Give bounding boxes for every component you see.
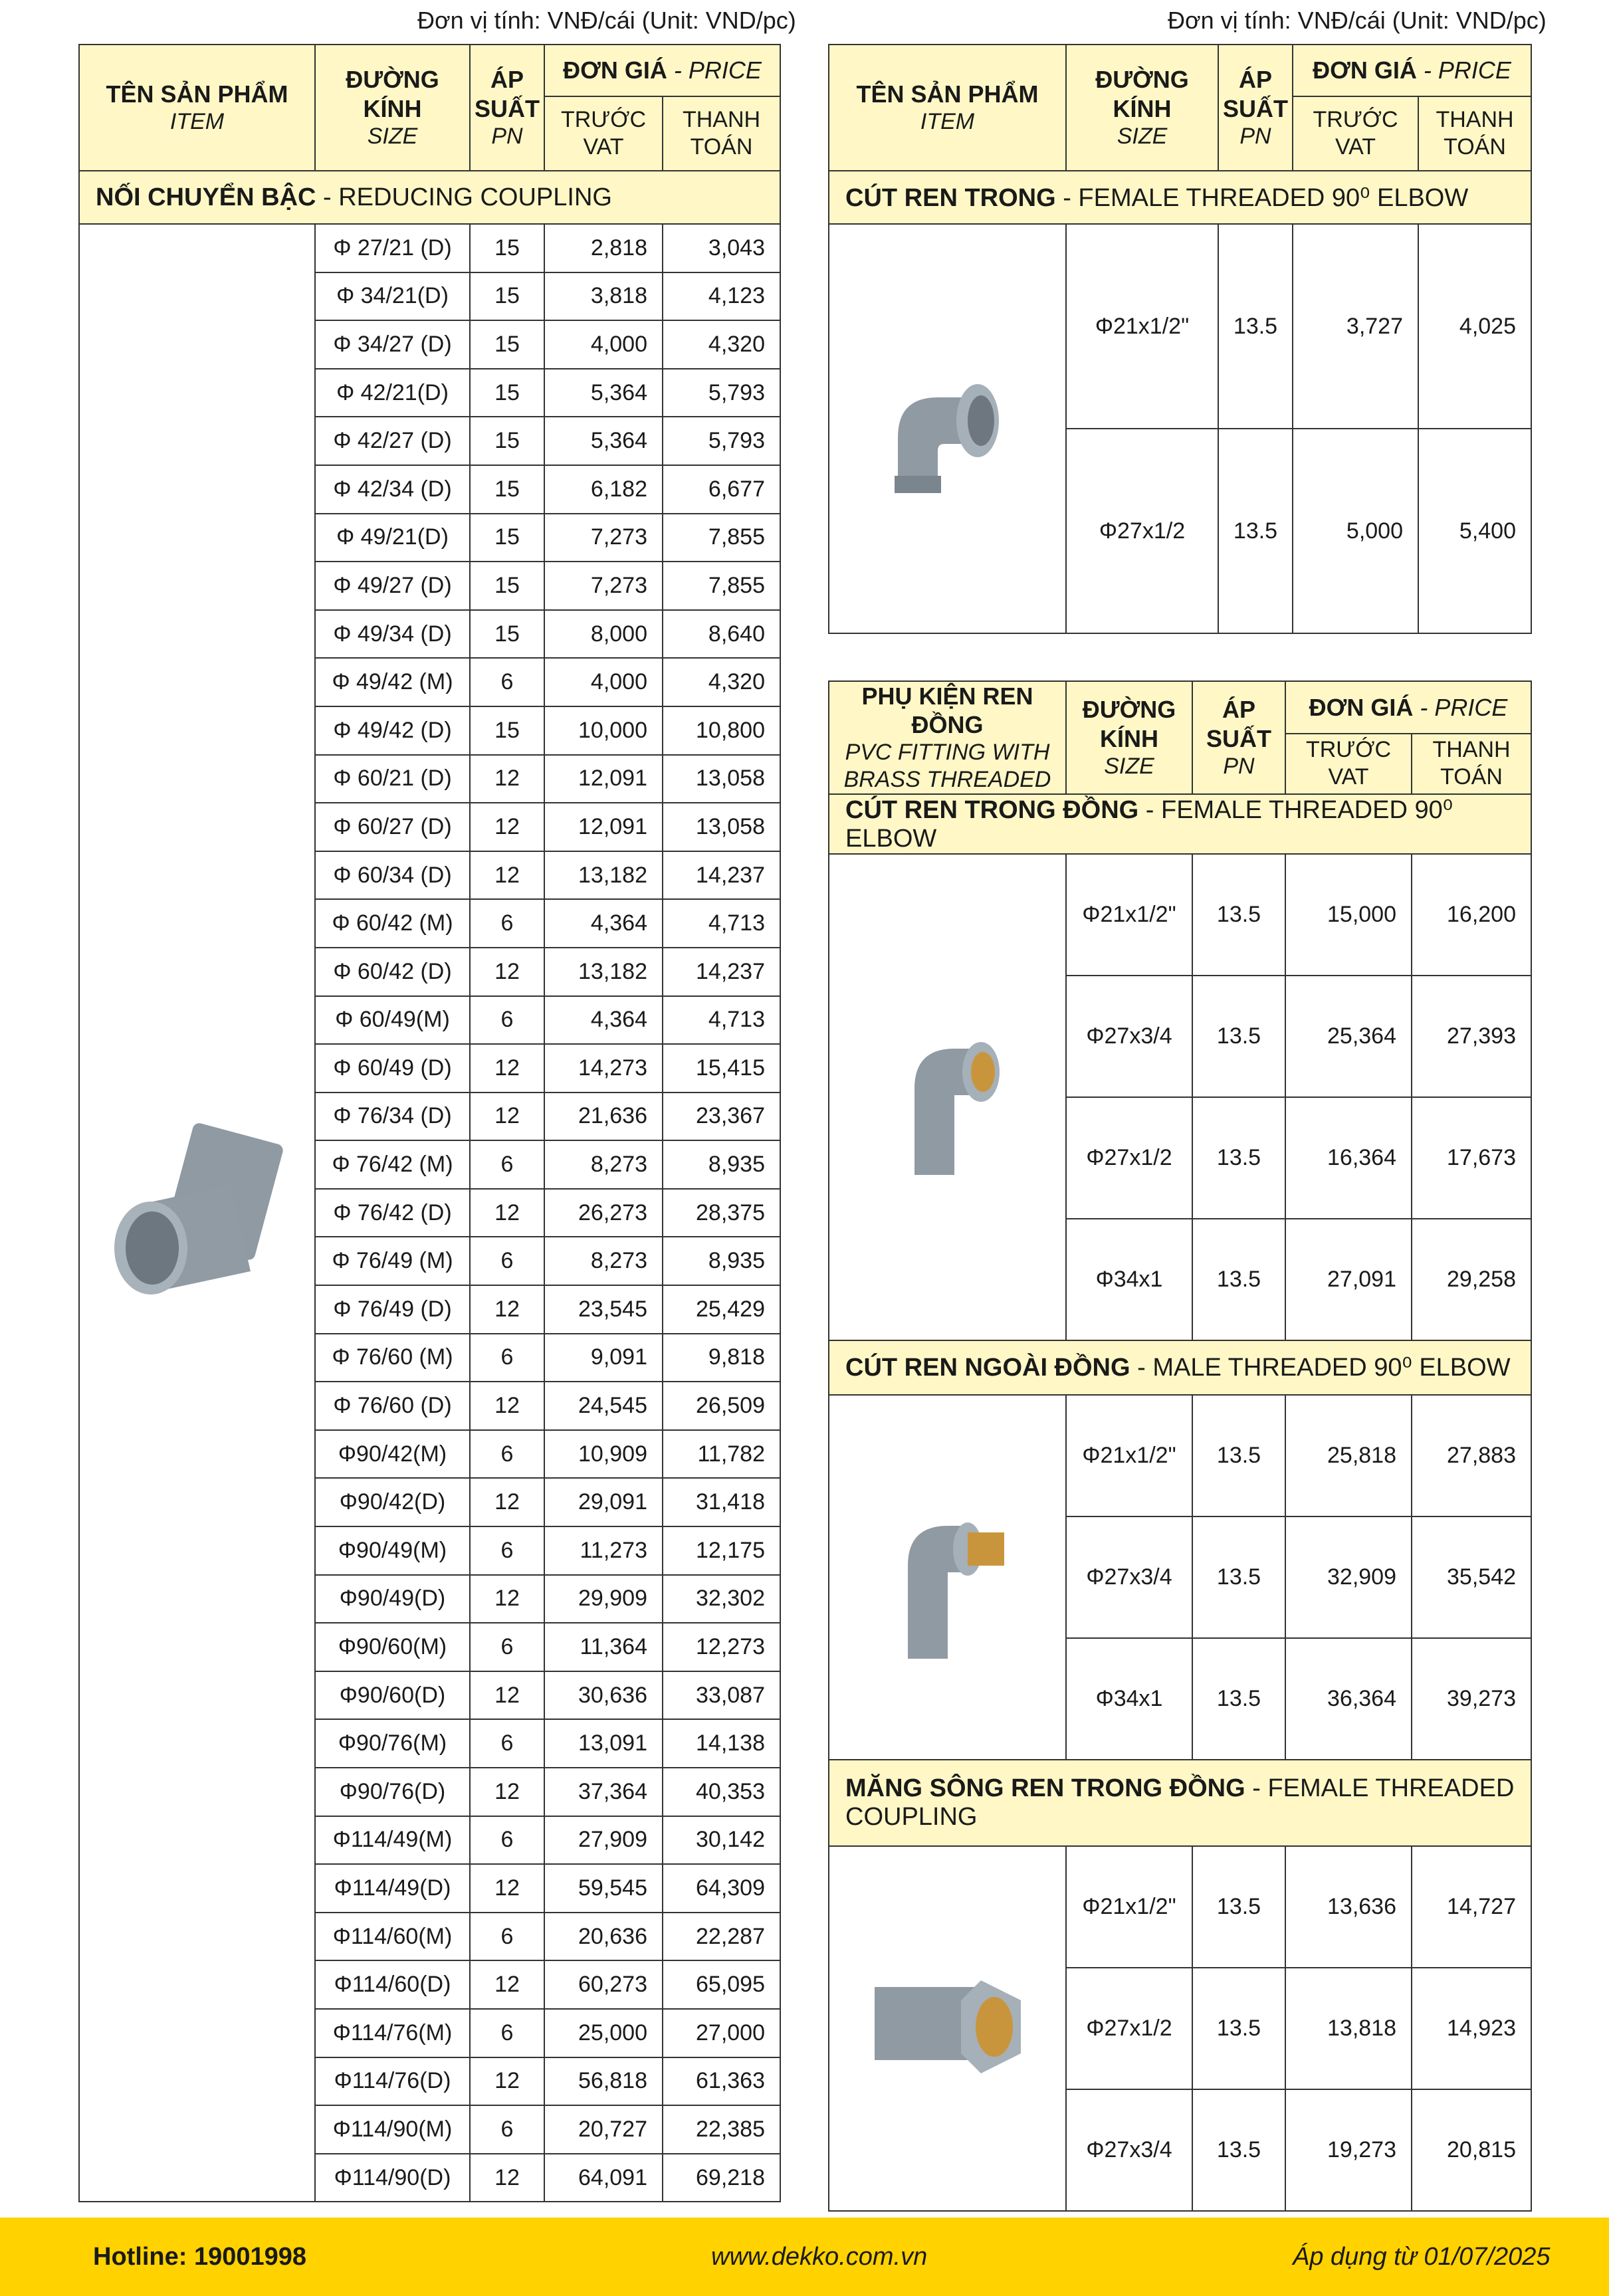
cell-payment: 14,138	[663, 1719, 780, 1768]
section-row	[829, 1760, 1531, 1846]
cell-payment: 29,258	[1412, 1219, 1531, 1340]
header-before-vat: TRƯỚC VAT	[1293, 96, 1418, 171]
cell-size: Φ 49/42 (D)	[315, 706, 470, 755]
cell-pn: 15	[470, 562, 544, 610]
cell-size: Φ 76/42 (M)	[315, 1140, 470, 1189]
cell-payment: 4,713	[663, 996, 780, 1045]
cell-before-vat: 11,364	[544, 1623, 663, 1671]
cell-before-vat: 19,273	[1285, 2089, 1412, 2211]
header-pn: ÁP SUẤT PN	[1192, 681, 1285, 794]
cell-before-vat: 13,636	[1285, 1846, 1412, 1968]
cell-pn: 13.5	[1192, 1395, 1285, 1516]
header-item-brass: PHỤ KIỆN REN ĐỒNG PVC FITTING WITH BRASS THREADED	[829, 681, 1066, 794]
cell-before-vat: 27,091	[1285, 1219, 1412, 1340]
header-price: ĐƠN GIÁ - PRICE	[1285, 681, 1531, 734]
table-row	[829, 1846, 1531, 1968]
header-item: TÊN SẢN PHẨM ITEM	[829, 45, 1066, 171]
cell-before-vat: 4,000	[544, 658, 663, 706]
cell-before-vat: 2,818	[544, 224, 663, 272]
section-title	[829, 794, 1531, 854]
cell-before-vat: 16,364	[1285, 1097, 1412, 1219]
cell-before-vat: 12,091	[544, 803, 663, 851]
cell-size: Φ 60/27 (D)	[315, 803, 470, 851]
cell-size: Φ 60/42 (D)	[315, 948, 470, 996]
cell-before-vat: 8,273	[544, 1140, 663, 1189]
cell-payment: 65,095	[663, 1960, 780, 2009]
cell-size: Φ90/60(D)	[315, 1671, 470, 1720]
cell-payment: 64,309	[663, 1864, 780, 1913]
cell-before-vat: 32,909	[1285, 1516, 1412, 1638]
cell-payment: 10,800	[663, 706, 780, 755]
section-title-bold: MĂNG SÔNG REN TRONG ĐỒNG	[845, 1774, 1245, 1802]
cell-size: Φ34x1	[1066, 1638, 1192, 1760]
cell-before-vat: 29,091	[544, 1478, 663, 1526]
cell-size: Φ114/76(D)	[315, 2057, 470, 2106]
cell-size: Φ27x1/2	[1066, 1097, 1192, 1219]
cell-pn: 6	[470, 1334, 544, 1382]
cell-size: Φ 42/27 (D)	[315, 417, 470, 465]
cell-pn: 13.5	[1192, 1638, 1285, 1760]
cell-size: Φ90/76(M)	[315, 1719, 470, 1768]
cell-size: Φ 76/60 (D)	[315, 1382, 470, 1430]
cell-size: Φ 60/42 (M)	[315, 899, 470, 948]
website-link[interactable]: www.dekko.com.vn	[711, 2243, 928, 2271]
cell-before-vat: 13,091	[544, 1719, 663, 1768]
cell-pn: 12	[470, 1478, 544, 1526]
cell-pn: 6	[470, 1913, 544, 1961]
header-price: ĐƠN GIÁ - PRICE	[544, 45, 780, 96]
cell-before-vat: 36,364	[1285, 1638, 1412, 1760]
cell-payment: 35,542	[1412, 1516, 1531, 1638]
cell-pn: 15	[470, 320, 544, 369]
cell-pn: 12	[470, 2057, 544, 2106]
cell-before-vat: 7,273	[544, 562, 663, 610]
cell-pn: 12	[470, 1960, 544, 2009]
cell-pn: 15	[470, 417, 544, 465]
cell-pn: 12	[470, 851, 544, 900]
cell-pn: 6	[470, 1237, 544, 1285]
cell-payment: 32,302	[663, 1575, 780, 1623]
section-title	[829, 1760, 1531, 1846]
cell-pn: 6	[470, 899, 544, 948]
cell-before-vat: 60,273	[544, 1960, 663, 2009]
cell-payment: 12,273	[663, 1623, 780, 1671]
cell-before-vat: 20,636	[544, 1913, 663, 1961]
cell-before-vat: 13,182	[544, 948, 663, 996]
cell-payment: 14,237	[663, 948, 780, 996]
reducing-coupling-table	[78, 44, 781, 2202]
section-title-rest: - FEMALE THREADED COUPLING	[845, 1774, 1515, 1831]
cell-pn: 12	[470, 1768, 544, 1816]
footer-bar	[0, 2218, 1609, 2296]
cell-size: Φ 49/21(D)	[315, 514, 470, 562]
cell-pn: 6	[470, 1526, 544, 1575]
cell-payment: 3,043	[663, 224, 780, 272]
section-title-rest: - FEMALE THREADED 90⁰ ELBOW	[845, 795, 1453, 853]
header-size: ĐƯỜNG KÍNH SIZE	[1066, 681, 1192, 794]
header-size: ĐƯỜNG KÍNH SIZE	[1066, 45, 1218, 171]
brass-fitting-table	[828, 680, 1532, 2212]
cell-pn: 12	[470, 803, 544, 851]
effective-date: Áp dụng từ 01/07/2025	[1293, 2243, 1551, 2271]
cell-pn: 6	[470, 996, 544, 1045]
cell-size: Φ 76/49 (D)	[315, 1285, 470, 1334]
cell-pn: 12	[470, 1575, 544, 1623]
cell-before-vat: 21,636	[544, 1093, 663, 1141]
cell-before-vat: 56,818	[544, 2057, 663, 2106]
cell-pn: 6	[470, 1816, 544, 1865]
cell-before-vat: 29,909	[544, 1575, 663, 1623]
cell-payment: 25,429	[663, 1285, 780, 1334]
cell-pn: 6	[470, 2009, 544, 2057]
unit-note-left: Đơn vị tính: VNĐ/cái (Unit: VND/pc)	[417, 7, 796, 34]
cell-before-vat: 3,818	[544, 272, 663, 321]
cell-pn: 15	[470, 610, 544, 659]
cell-size: Φ 60/49(M)	[315, 996, 470, 1045]
cell-pn: 15	[470, 272, 544, 321]
cell-pn: 13.5	[1218, 429, 1293, 633]
section-title-female-elbow: CÚT REN TRONG - FEMALE THREADED 90⁰ ELBOW	[829, 171, 1531, 224]
cell-pn: 15	[470, 369, 544, 417]
cell-payment: 14,237	[663, 851, 780, 900]
cell-before-vat: 9,091	[544, 1334, 663, 1382]
cell-pn: 13.5	[1192, 854, 1285, 976]
cell-before-vat: 4,364	[544, 996, 663, 1045]
cell-payment: 4,123	[663, 272, 780, 321]
cell-pn: 6	[470, 1623, 544, 1671]
cell-payment: 7,855	[663, 514, 780, 562]
cell-payment: 27,000	[663, 2009, 780, 2057]
cell-payment: 4,713	[663, 899, 780, 948]
cell-size: Φ27x3/4	[1066, 976, 1192, 1097]
cell-pn: 13.5	[1192, 2089, 1285, 2211]
cell-pn: 12	[470, 1864, 544, 1913]
cell-size: Φ27x3/4	[1066, 2089, 1192, 2211]
section-row	[829, 794, 1531, 854]
table-row	[829, 1395, 1531, 1516]
cell-size: Φ 76/42 (D)	[315, 1189, 470, 1237]
cell-pn: 13.5	[1192, 1219, 1285, 1340]
fitting-image	[829, 1846, 1066, 2211]
cell-payment: 4,320	[663, 658, 780, 706]
cell-payment: 13,058	[663, 755, 780, 803]
cell-payment: 16,200	[1412, 854, 1531, 976]
cell-size: Φ21x1/2"	[1066, 1395, 1192, 1516]
cell-pn: 12	[470, 1044, 544, 1093]
cell-before-vat: 37,364	[544, 1768, 663, 1816]
cell-size: Φ 76/49 (M)	[315, 1237, 470, 1285]
cell-before-vat: 64,091	[544, 2154, 663, 2202]
cell-payment: 5,793	[663, 417, 780, 465]
header-payment: THANH TOÁN	[663, 96, 780, 171]
cell-payment: 33,087	[663, 1671, 780, 1720]
female-elbow-image	[829, 224, 1066, 633]
cell-size: Φ21x1/2"	[1066, 854, 1192, 976]
cell-before-vat: 8,273	[544, 1237, 663, 1285]
cell-size: Φ 42/34 (D)	[315, 465, 470, 514]
cell-size: Φ27x1/2	[1066, 429, 1218, 633]
cell-before-vat: 7,273	[544, 514, 663, 562]
cell-pn: 12	[470, 755, 544, 803]
cell-size: Φ 27/21 (D)	[315, 224, 470, 272]
cell-size: Φ 60/34 (D)	[315, 851, 470, 900]
cell-payment: 22,385	[663, 2105, 780, 2154]
cell-payment: 8,935	[663, 1140, 780, 1189]
cell-before-vat: 4,364	[544, 899, 663, 948]
cell-pn: 15	[470, 224, 544, 272]
cell-before-vat: 13,182	[544, 851, 663, 900]
hotline: Hotline: 19001998	[93, 2243, 307, 2271]
cell-payment: 9,818	[663, 1334, 780, 1382]
cell-size: Φ90/42(M)	[315, 1430, 470, 1479]
cell-before-vat: 12,091	[544, 755, 663, 803]
female-elbow-table	[828, 44, 1532, 634]
cell-before-vat: 27,909	[544, 1816, 663, 1865]
cell-pn: 12	[470, 948, 544, 996]
cell-payment: 11,782	[663, 1430, 780, 1479]
reducing-coupling-rows	[79, 224, 780, 2202]
cell-payment: 6,677	[663, 465, 780, 514]
cell-size: Φ 49/34 (D)	[315, 610, 470, 659]
section-title-bold: CÚT REN NGOÀI ĐỒNG	[845, 1354, 1130, 1382]
cell-size: Φ114/60(D)	[315, 1960, 470, 2009]
cell-payment: 23,367	[663, 1093, 780, 1141]
cell-before-vat: 59,545	[544, 1864, 663, 1913]
header-before-vat: TRƯỚC VAT	[544, 96, 663, 171]
cell-pn: 6	[470, 1140, 544, 1189]
cell-size: Φ 76/60 (M)	[315, 1334, 470, 1382]
cell-pn: 6	[470, 2105, 544, 2154]
cell-before-vat: 4,000	[544, 320, 663, 369]
cell-before-vat: 3,727	[1293, 224, 1418, 429]
cell-payment: 14,727	[1412, 1846, 1531, 1968]
cell-before-vat: 11,273	[544, 1526, 663, 1575]
cell-size: Φ27x1/2	[1066, 1968, 1192, 2089]
cell-payment: 30,142	[663, 1816, 780, 1865]
cell-payment: 13,058	[663, 803, 780, 851]
cell-payment: 40,353	[663, 1768, 780, 1816]
cell-pn: 12	[470, 1671, 544, 1720]
cell-size: Φ 49/42 (M)	[315, 658, 470, 706]
cell-pn: 13.5	[1192, 1846, 1285, 1968]
cell-payment: 4,025	[1418, 224, 1531, 429]
cell-before-vat: 24,545	[544, 1382, 663, 1430]
cell-payment: 69,218	[663, 2154, 780, 2202]
cell-size: Φ 42/21(D)	[315, 369, 470, 417]
cell-pn: 12	[470, 1189, 544, 1237]
cell-pn: 15	[470, 465, 544, 514]
header-price: ĐƠN GIÁ - PRICE	[1293, 45, 1531, 96]
cell-pn: 6	[470, 1430, 544, 1479]
cell-payment: 26,509	[663, 1382, 780, 1430]
section-title	[829, 1340, 1531, 1395]
cell-before-vat: 5,000	[1293, 429, 1418, 633]
fitting-image	[829, 854, 1066, 1340]
cell-before-vat: 10,909	[544, 1430, 663, 1479]
cell-before-vat: 14,273	[544, 1044, 663, 1093]
cell-payment: 12,175	[663, 1526, 780, 1575]
header-before-vat: TRƯỚC VAT	[1285, 734, 1412, 794]
table-row	[79, 224, 780, 272]
cell-pn: 15	[470, 514, 544, 562]
cell-payment: 17,673	[1412, 1097, 1531, 1219]
cell-payment: 14,923	[1412, 1968, 1531, 2089]
cell-size: Φ 49/27 (D)	[315, 562, 470, 610]
cell-before-vat: 8,000	[544, 610, 663, 659]
cell-size: Φ 76/34 (D)	[315, 1093, 470, 1141]
cell-payment: 61,363	[663, 2057, 780, 2106]
cell-payment: 8,935	[663, 1237, 780, 1285]
cell-size: Φ34x1	[1066, 1219, 1192, 1340]
cell-pn: 6	[470, 1719, 544, 1768]
fitting-image	[829, 1395, 1066, 1760]
cell-before-vat: 13,818	[1285, 1968, 1412, 2089]
cell-before-vat: 23,545	[544, 1285, 663, 1334]
cell-before-vat: 20,727	[544, 2105, 663, 2154]
cell-before-vat: 6,182	[544, 465, 663, 514]
cell-payment: 27,393	[1412, 976, 1531, 1097]
cell-payment: 31,418	[663, 1478, 780, 1526]
cell-size: Φ21x1/2"	[1066, 224, 1218, 429]
cell-before-vat: 30,636	[544, 1671, 663, 1720]
cell-pn: 12	[470, 1093, 544, 1141]
cell-size: Φ 34/21(D)	[315, 272, 470, 321]
header-pn: ÁP SUẤT PN	[470, 45, 544, 171]
header-pn: ÁP SUẤT PN	[1218, 45, 1293, 171]
cell-before-vat: 25,364	[1285, 976, 1412, 1097]
cell-payment: 28,375	[663, 1189, 780, 1237]
brass-fitting-rows	[829, 794, 1531, 2211]
cell-pn: 12	[470, 1382, 544, 1430]
section-title-reducing-coupling: NỐI CHUYỂN BẬC - REDUCING COUPLING	[79, 171, 780, 224]
cell-size: Φ 34/27 (D)	[315, 320, 470, 369]
cell-payment: 27,883	[1412, 1395, 1531, 1516]
cell-size: Φ90/76(D)	[315, 1768, 470, 1816]
cell-pn: 13.5	[1192, 1097, 1285, 1219]
cell-pn: 12	[470, 2154, 544, 2202]
cell-before-vat: 25,000	[544, 2009, 663, 2057]
cell-size: Φ90/60(M)	[315, 1623, 470, 1671]
table-row	[829, 854, 1531, 976]
cell-size: Φ21x1/2"	[1066, 1846, 1192, 1968]
cell-size: Φ90/49(M)	[315, 1526, 470, 1575]
section-title-bold: CÚT REN TRONG ĐỒNG	[845, 795, 1139, 824]
header-payment: THANH TOÁN	[1412, 734, 1531, 794]
cell-size: Φ114/49(D)	[315, 1864, 470, 1913]
cell-size: Φ 60/49 (D)	[315, 1044, 470, 1093]
section-row	[829, 1340, 1531, 1395]
cell-size: Φ114/49(M)	[315, 1816, 470, 1865]
cell-before-vat: 10,000	[544, 706, 663, 755]
cell-payment: 7,855	[663, 562, 780, 610]
cell-payment: 4,320	[663, 320, 780, 369]
cell-before-vat: 26,273	[544, 1189, 663, 1237]
cell-payment: 15,415	[663, 1044, 780, 1093]
cell-pn: 6	[470, 658, 544, 706]
header-payment: THANH TOÁN	[1418, 96, 1531, 171]
reducing-coupling-image	[79, 224, 315, 2202]
cell-size: Φ114/60(M)	[315, 1913, 470, 1961]
cell-pn: 12	[470, 1285, 544, 1334]
header-size: ĐƯỜNG KÍNH SIZE	[315, 45, 470, 171]
cell-payment: 22,287	[663, 1913, 780, 1961]
cell-pn: 13.5	[1192, 976, 1285, 1097]
cell-payment: 39,273	[1412, 1638, 1531, 1760]
cell-size: Φ90/42(D)	[315, 1478, 470, 1526]
header-item: TÊN SẢN PHẨM ITEM	[79, 45, 315, 171]
cell-pn: 13.5	[1218, 224, 1293, 429]
cell-size: Φ27x3/4	[1066, 1516, 1192, 1638]
cell-before-vat: 5,364	[544, 369, 663, 417]
cell-before-vat: 25,818	[1285, 1395, 1412, 1516]
cell-pn: 15	[470, 706, 544, 755]
cell-before-vat: 5,364	[544, 417, 663, 465]
cell-before-vat: 15,000	[1285, 854, 1412, 976]
cell-pn: 13.5	[1192, 1968, 1285, 2089]
unit-note-right: Đơn vị tính: VNĐ/cái (Unit: VND/pc)	[1168, 7, 1547, 34]
cell-payment: 8,640	[663, 610, 780, 659]
cell-size: Φ114/90(M)	[315, 2105, 470, 2154]
cell-payment: 5,400	[1418, 429, 1531, 633]
section-title-rest: - MALE THREADED 90⁰ ELBOW	[1130, 1354, 1511, 1382]
cell-pn: 13.5	[1192, 1516, 1285, 1638]
cell-size: Φ 60/21 (D)	[315, 755, 470, 803]
cell-size: Φ90/49(D)	[315, 1575, 470, 1623]
cell-payment: 5,793	[663, 369, 780, 417]
cell-size: Φ114/90(D)	[315, 2154, 470, 2202]
cell-size: Φ114/76(M)	[315, 2009, 470, 2057]
cell-payment: 20,815	[1412, 2089, 1531, 2211]
